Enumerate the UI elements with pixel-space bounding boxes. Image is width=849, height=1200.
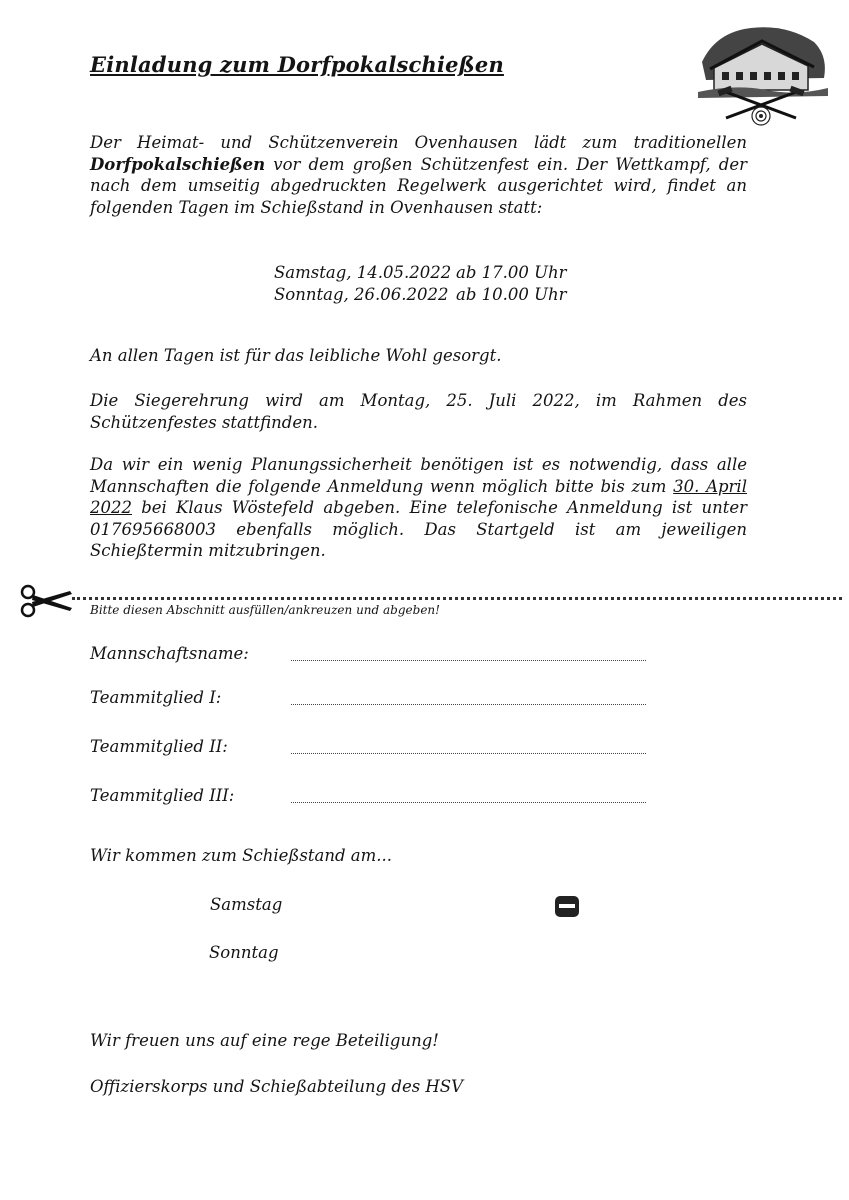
club-logo	[696, 22, 830, 128]
registration-text-a: Da wir ein wenig Planungssicherheit benötigen ist es notwendig, dass alle Mannschaften die folgende Anmeldung wenn möglich bitte bis zum	[90, 455, 747, 496]
member-1-field[interactable]	[291, 704, 646, 705]
closing-line: Wir freuen uns auf eine rege Beteiligung!	[90, 1031, 439, 1050]
date-day: Samstag, 14.05.2022	[274, 263, 452, 282]
dates-block	[274, 262, 567, 305]
intro-bold: Dorfpokalschießen	[90, 154, 266, 174]
date-row	[274, 284, 567, 306]
date-time: ab 17.00 Uhr	[456, 263, 567, 282]
intro-text-a: Der Heimat- und Schützenverein Ovenhausen lädt zum traditionellen	[90, 133, 747, 152]
signature-line: Offizierskorps und Schießabteilung des HSV	[90, 1077, 464, 1096]
option-saturday-label: Samstag	[210, 895, 283, 914]
option-sunday-label: Sonntag	[209, 943, 279, 962]
intro-paragraph	[90, 132, 747, 218]
page-title: Einladung zum Dorfpokalschießen	[90, 52, 504, 77]
field-label-member-2: Teammitglied II:	[90, 737, 228, 756]
intro-text-b: vor dem großen Schützenfest ein. Der Wettkampf, der nach dem umseitig abgedruckten Regelwerk ausgerichtet wird, findet an folgenden Tagen im Schießstand in Ovenhausen statt:	[90, 154, 747, 217]
registration-text-b: bei Klaus Wöstefeld abgeben. Eine telefonische Anmeldung ist unter 017695668003 ebenfalls möglich. Das Startgeld ist am jeweiligen Schießtermin mitzubringen.	[90, 498, 747, 560]
date-day: Sonntag, 26.06.2022	[274, 284, 449, 304]
cut-instruction: Bitte diesen Abschnitt ausfüllen/ankreuzen und abgeben!	[90, 603, 440, 617]
team-name-field[interactable]	[291, 660, 646, 661]
cut-line	[72, 597, 842, 600]
saturday-checkbox[interactable]	[555, 896, 579, 917]
field-label-member-3: Teammitglied III:	[90, 786, 235, 805]
member-3-field[interactable]	[291, 802, 646, 803]
field-label-team-name: Mannschaftsname:	[90, 644, 249, 663]
date-row	[274, 262, 567, 284]
field-label-member-1: Teammitglied I:	[90, 688, 222, 707]
scissors-icon	[18, 584, 74, 618]
food-paragraph: An allen Tagen ist für das leibliche Wohl gesorgt.	[90, 346, 502, 365]
registration-deadline: 30. April 2022	[90, 476, 747, 517]
member-2-field[interactable]	[291, 753, 646, 754]
attendance-label: Wir kommen zum Schießstand am...	[90, 846, 392, 865]
date-time: ab 10.00 Uhr	[456, 284, 567, 304]
ceremony-paragraph: Die Siegerehrung wird am Montag, 25. Juli 2022, im Rahmen des Schützenfestes stattfinden.	[90, 391, 747, 432]
registration-paragraph	[90, 454, 747, 562]
